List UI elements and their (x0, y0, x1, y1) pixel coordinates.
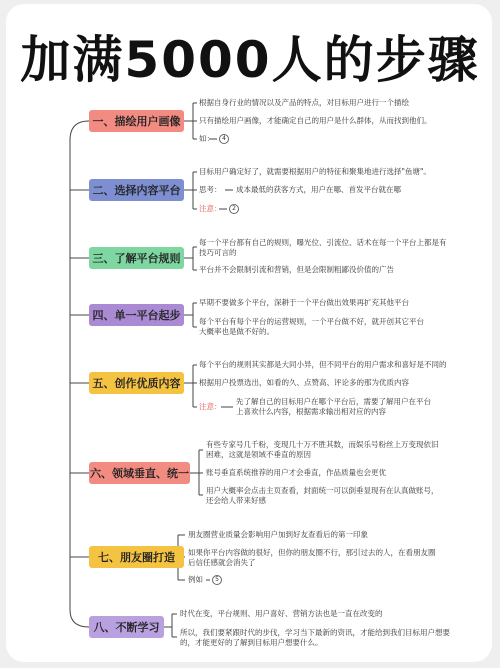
trunk-line (70, 121, 89, 627)
node-4-text-b2: 大概率也是做不好的。 (199, 327, 274, 336)
node-2-text-a: 目标用户确定好了，就需要根据用户的特征和聚集地进行选择"鱼塘"。 (199, 167, 431, 176)
node-4: 四、单一平台起步 (89, 304, 184, 326)
node-7-text-c: 例如 (188, 575, 203, 584)
node-6-text-b: 账号垂直系统推荐的用户才会垂直，作品质量也会更优 (206, 468, 386, 477)
node-5-text-a: 每个平台的规则其实都是大同小异，但不同平台的用户需求和喜好是不同的 (199, 360, 447, 369)
node-1-text-c: 如： (199, 134, 214, 143)
node-1-text-a: 根据自身行业的情况以及产品的特点，对目标用户进行一个描绘 (199, 98, 409, 107)
node-5-text-b: 根据用户投票选出，如看的久、点赞高、评论多的那为优质内容 (199, 378, 409, 387)
node-8: 八、不断学习 (89, 616, 164, 638)
node-1: 一、描绘用户画像 (89, 110, 184, 132)
node-2-text-b: 成本最低的获客方式，用户在哪、首发平台就在哪 (236, 185, 401, 194)
node-4-text-a: 早期不要做多个平台，深耕于一个平台做出效果再扩充其他平台 (199, 298, 409, 307)
node-7-text-b2: 后信任感就会消失了 (188, 558, 256, 567)
node-7-text-b1: 如果你平台内容做的很好，但你的朋友圈不行，那引过去的人，在看朋友圈 (188, 548, 436, 557)
node-7: 七、朋友圈打造 (89, 546, 184, 568)
node-2-label-think: 思考： (199, 185, 222, 194)
node-5: 五、创作优质内容 (89, 372, 184, 394)
node-4-text-b1: 每个平台有每个平台的运营规则，一个平台做不好，就开创其它平台 (199, 317, 424, 326)
node-1-text-b: 只有描绘用户画像，才能确定自己的用户是什么群体，从而找到他们。 (199, 116, 432, 125)
page-title: 加满5000人的步骤 (20, 31, 480, 89)
node-2-badge: 2 (227, 204, 239, 214)
node-3-text-b: 平台并不会限制引流和营销，但是会限制粗鄙没价值的广告 (199, 265, 394, 274)
node-3: 三、了解平台规则 (89, 247, 184, 269)
node-2-label-note: 注意： (199, 204, 222, 213)
node-3-text-a2: 技巧可言的 (199, 248, 237, 257)
node-6-text-c1: 用户大概率会点击主页查看，封面统一可以倒垂显现有在认真做账号， (206, 486, 439, 495)
node-2: 二、选择内容平台 (89, 179, 184, 201)
node-8-text-a: 时代在变，平台规则、用户喜好、营销方法也是一直在改变的 (180, 609, 383, 618)
node-5-label-note: 注意： (199, 402, 222, 411)
node-3-text-a1: 每一个平台都有自己的规则，曝光位、引流位、话术在每一个平台上都是有 (199, 238, 447, 247)
node-1-badge: 4 (217, 134, 229, 144)
node-8-text-b2: 的，才能更好的了解到目标用户想要什么。 (180, 638, 323, 647)
node-7-badge: 5 (210, 575, 222, 585)
node-6-text-a1: 有些专家号几千粉，变现几十万不胜其数，而娱乐号粉丝上万变现依旧 (206, 440, 439, 449)
node-6-text-a2: 困难，这就是领域不垂直的原因 (206, 450, 311, 459)
node-7-text-a: 朋友圈营业质量会影响用户加到好友查看后的第一印象 (188, 530, 368, 539)
node-5-text-c2: 上喜欢什么内容，根据需求输出相对应的内容 (236, 407, 386, 416)
node-5-text-c1: 先了解自己的目标用户在哪个平台后，需要了解用户在平台 (236, 397, 431, 406)
node-6-text-c2: 还会给人带来好感 (206, 496, 266, 505)
node-6: 六、领域垂直、统一 (89, 462, 190, 484)
node-8-text-b1: 所以，我们要紧跟时代的步伐，学习当下最新的资讯，才能给到我们目标用户想要 (180, 628, 450, 637)
